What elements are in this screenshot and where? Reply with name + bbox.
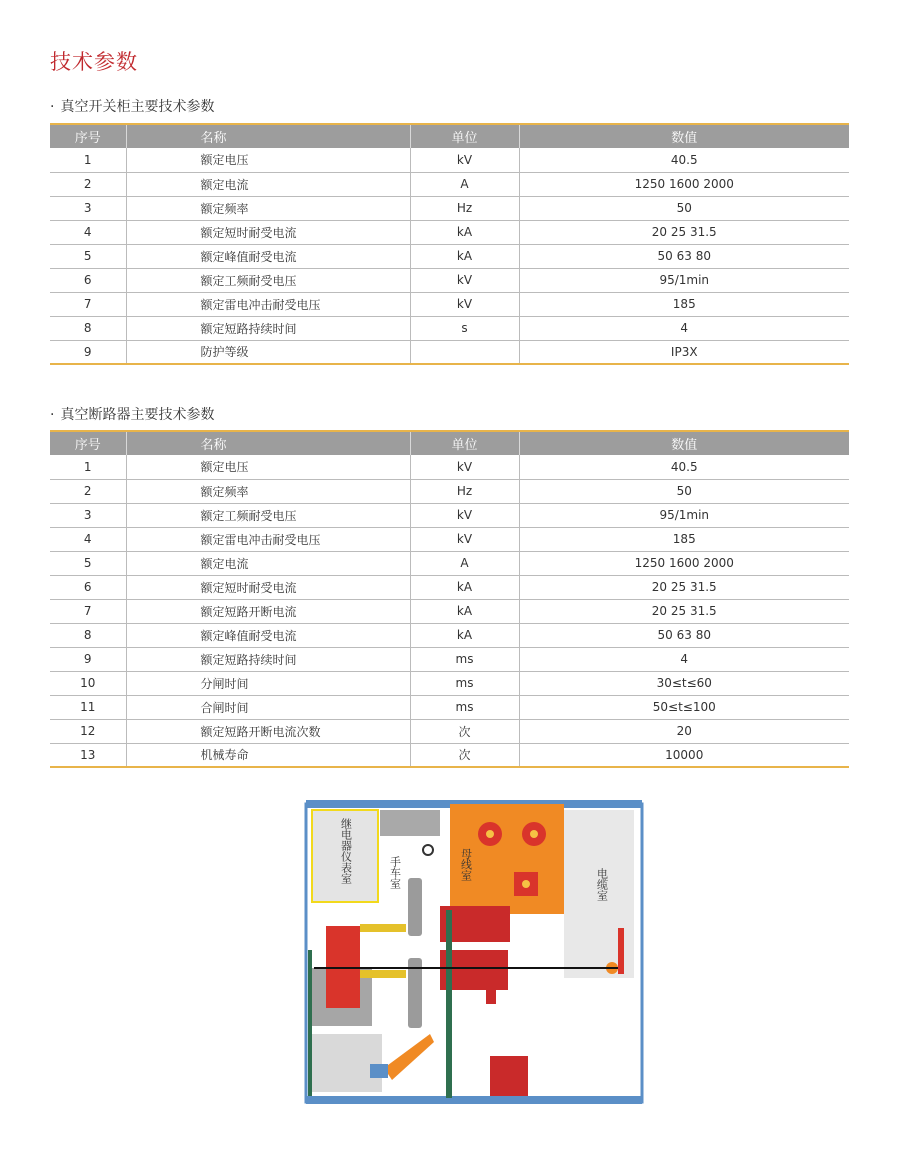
trolley-upper-block — [380, 810, 440, 836]
cell-unit: kA — [410, 244, 519, 268]
cell-value: IP3X — [519, 340, 849, 364]
cell-index: 11 — [50, 695, 126, 719]
cell-value: 50 63 80 — [519, 623, 849, 647]
cell-value: 10000 — [519, 743, 849, 767]
cell-unit: kV — [410, 455, 519, 479]
cell-unit: s — [410, 316, 519, 340]
cell-unit: kA — [410, 623, 519, 647]
cell-value: 95/1min — [519, 268, 849, 292]
cell-index: 3 — [50, 196, 126, 220]
cable-termination — [618, 928, 624, 974]
table-row — [50, 599, 849, 623]
section-title-breaker — [50, 404, 214, 424]
cell-value: 20 25 31.5 — [519, 220, 849, 244]
table-row — [50, 268, 849, 292]
cell-index: 6 — [50, 575, 126, 599]
header-value: 数值 — [519, 124, 849, 148]
header-value: 数值 — [519, 431, 849, 455]
cell-name: 额定电流 — [126, 551, 410, 575]
cell-name: 额定短路开断电流 — [126, 599, 410, 623]
cell-index: 7 — [50, 599, 126, 623]
cell-name: 额定频率 — [126, 479, 410, 503]
table-row — [50, 244, 849, 268]
table-row — [50, 695, 849, 719]
cell-index: 5 — [50, 244, 126, 268]
cell-name: 额定短时耐受电流 — [126, 575, 410, 599]
cell-unit: ms — [410, 671, 519, 695]
cell-unit: kA — [410, 220, 519, 244]
cell-unit: 次 — [410, 743, 519, 767]
cell-value: 50 — [519, 479, 849, 503]
cell-index: 13 — [50, 743, 126, 767]
table-row — [50, 551, 849, 575]
cell-index: 4 — [50, 220, 126, 244]
table-row — [50, 623, 849, 647]
cell-index: 1 — [50, 455, 126, 479]
table-row — [50, 527, 849, 551]
cell-name: 防护等级 — [126, 340, 410, 364]
cell-index: 9 — [50, 647, 126, 671]
cable-compartment-label: 电缆室 — [595, 868, 609, 901]
cell-index: 4 — [50, 527, 126, 551]
cell-index: 1 — [50, 148, 126, 172]
cell-value: 1250 1600 2000 — [519, 172, 849, 196]
cell-unit: 次 — [410, 719, 519, 743]
section-title-text: 真空断路器主要技术参数 — [60, 407, 215, 423]
header-index: 序号 — [50, 431, 126, 455]
cell-unit: ms — [410, 647, 519, 671]
cell-name: 额定短路持续时间 — [126, 316, 410, 340]
switchgear-parameters-table — [50, 123, 849, 365]
header-name: 名称 — [126, 124, 410, 148]
header-index: 序号 — [50, 124, 126, 148]
table-header-row — [50, 124, 849, 148]
cell-unit: kV — [410, 148, 519, 172]
lower-mechanism-panel — [312, 1034, 382, 1092]
cell-index: 12 — [50, 719, 126, 743]
cell-index: 5 — [50, 551, 126, 575]
cell-unit: ms — [410, 695, 519, 719]
table-row — [50, 575, 849, 599]
table-row — [50, 455, 849, 479]
cell-value: 20 — [519, 719, 849, 743]
table-header-row — [50, 431, 849, 455]
section-title-text: 真空开关柜主要技术参数 — [60, 99, 215, 115]
table-row — [50, 743, 849, 767]
cell-unit: kA — [410, 599, 519, 623]
trolley-upper-contact-arm — [408, 878, 422, 936]
table-row — [50, 503, 849, 527]
cell-name: 额定短时耐受电流 — [126, 220, 410, 244]
page-title: 技术参数 — [50, 50, 138, 74]
table-row — [50, 148, 849, 172]
table-row — [50, 172, 849, 196]
bullet-dot-icon: · — [50, 407, 55, 423]
table-row — [50, 479, 849, 503]
cell-index: 10 — [50, 671, 126, 695]
upper-moving-contact — [360, 924, 406, 932]
cell-unit — [410, 340, 519, 364]
cell-unit: Hz — [410, 196, 519, 220]
cell-index: 8 — [50, 316, 126, 340]
cell-name: 合闸时间 — [126, 695, 410, 719]
table-row — [50, 671, 849, 695]
header-unit: 单位 — [410, 124, 519, 148]
cell-index: 2 — [50, 172, 126, 196]
cell-value: 50 63 80 — [519, 244, 849, 268]
cell-unit: kV — [410, 268, 519, 292]
cell-name: 额定雷电冲击耐受电压 — [126, 292, 410, 316]
table-row — [50, 719, 849, 743]
table-row — [50, 220, 849, 244]
cell-unit: Hz — [410, 479, 519, 503]
cell-value: 95/1min — [519, 503, 849, 527]
cell-index: 3 — [50, 503, 126, 527]
cell-value: 40.5 — [519, 455, 849, 479]
cell-index: 8 — [50, 623, 126, 647]
cell-name: 额定雷电冲击耐受电压 — [126, 527, 410, 551]
cell-value: 40.5 — [519, 148, 849, 172]
cell-value: 20 25 31.5 — [519, 599, 849, 623]
relay-compartment-label: 继电器仪表室 — [339, 818, 353, 884]
cell-value: 20 25 31.5 — [519, 575, 849, 599]
cell-name: 分闸时间 — [126, 671, 410, 695]
section-title-switchgear — [50, 96, 214, 116]
busbar-compartment-label: 母线室 — [459, 848, 473, 881]
trolley-compartment-label: 手车室 — [388, 856, 402, 889]
cell-index: 9 — [50, 340, 126, 364]
cell-unit: A — [410, 172, 519, 196]
cell-value: 50≤t≤100 — [519, 695, 849, 719]
cell-value: 30≤t≤60 — [519, 671, 849, 695]
table-row — [50, 292, 849, 316]
cell-name: 额定峰值耐受电流 — [126, 623, 410, 647]
table-row — [50, 340, 849, 364]
cell-value: 4 — [519, 647, 849, 671]
header-name: 名称 — [126, 431, 410, 455]
bullet-dot-icon: · — [50, 99, 55, 115]
cell-name: 额定频率 — [126, 196, 410, 220]
cell-name: 额定短路开断电流次数 — [126, 719, 410, 743]
cell-unit: kV — [410, 527, 519, 551]
cell-name: 额定工频耐受电压 — [126, 268, 410, 292]
cell-name: 额定电流 — [126, 172, 410, 196]
header-unit: 单位 — [410, 431, 519, 455]
breaker-parameters-table — [50, 430, 849, 768]
switchgear-cross-section-diagram — [300, 798, 648, 1108]
cell-name: 额定电压 — [126, 455, 410, 479]
current-transformer — [490, 1056, 528, 1096]
cell-name: 额定工频耐受电压 — [126, 503, 410, 527]
cell-unit: kV — [410, 292, 519, 316]
table-row — [50, 316, 849, 340]
cabinet-bottom-rail — [306, 1096, 642, 1104]
cell-value: 185 — [519, 292, 849, 316]
table-row — [50, 647, 849, 671]
table-row — [50, 196, 849, 220]
cell-index: 6 — [50, 268, 126, 292]
cell-value: 4 — [519, 316, 849, 340]
cell-value: 50 — [519, 196, 849, 220]
cell-name: 额定短路持续时间 — [126, 647, 410, 671]
cell-name: 机械寿命 — [126, 743, 410, 767]
cell-value: 1250 1600 2000 — [519, 551, 849, 575]
cell-value: 185 — [519, 527, 849, 551]
cell-index: 7 — [50, 292, 126, 316]
partition-wall — [446, 910, 452, 1098]
cell-unit: kV — [410, 503, 519, 527]
cell-index: 2 — [50, 479, 126, 503]
cell-name: 额定电压 — [126, 148, 410, 172]
cell-unit: A — [410, 551, 519, 575]
lower-moving-contact — [360, 970, 406, 978]
cell-name: 额定峰值耐受电流 — [126, 244, 410, 268]
cell-unit: kA — [410, 575, 519, 599]
